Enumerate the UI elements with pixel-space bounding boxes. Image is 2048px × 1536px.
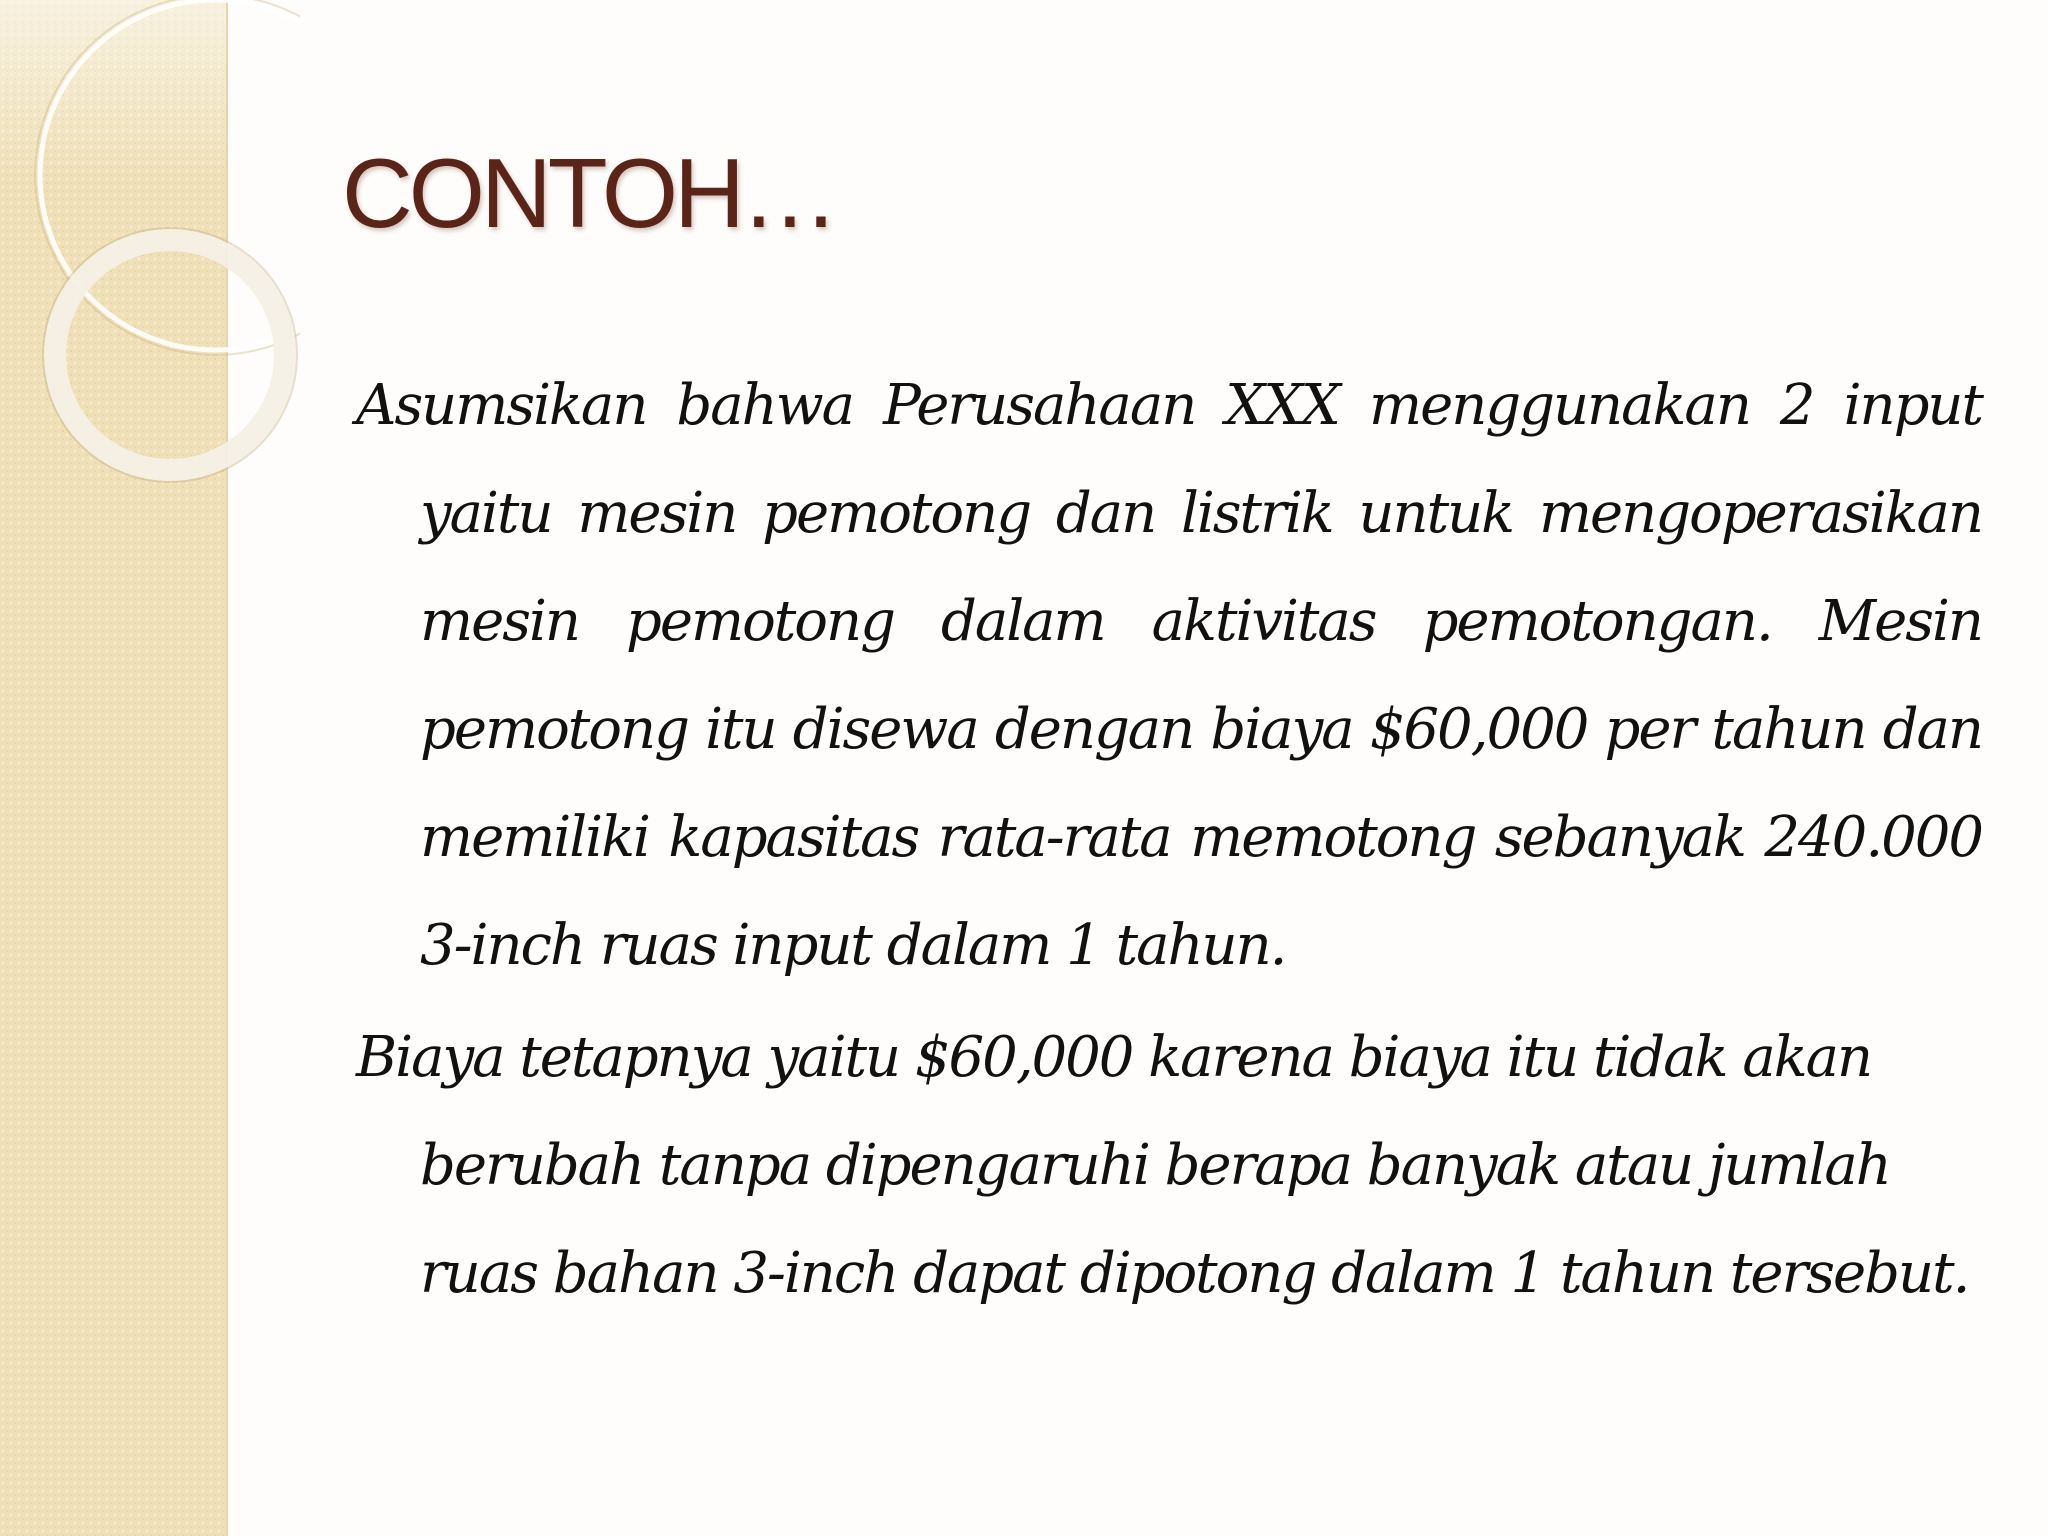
slide-body xyxy=(356,352,1982,1332)
decorative-ring-small xyxy=(55,240,285,470)
decorative-rings xyxy=(0,0,300,520)
body-paragraph-1: Asumsikan bahwa Perusahaan XXX menggunakan 2 input yaitu mesin pemotong dan listrik untuk mengoperasikan mesin pemotong dalam aktivitas pemotongan. Mesin pemotong itu disewa dengan biaya $60,000 per tahun dan memiliki kapasitas rata-rata memotong sebanyak 240.000 3-inch ruas input dalam 1 tahun. xyxy=(356,373,1982,978)
slide-title: CONTOH… xyxy=(342,138,835,248)
body-paragraph-2: Biaya tetapnya yaitu $60,000 karena biaya itu tidak akan berubah tanpa dipengaruhi berapa banyak atau jumlah ruas bahan 3-inch dapat dipotong dalam 1 tahun tersebut. xyxy=(356,1025,1969,1306)
